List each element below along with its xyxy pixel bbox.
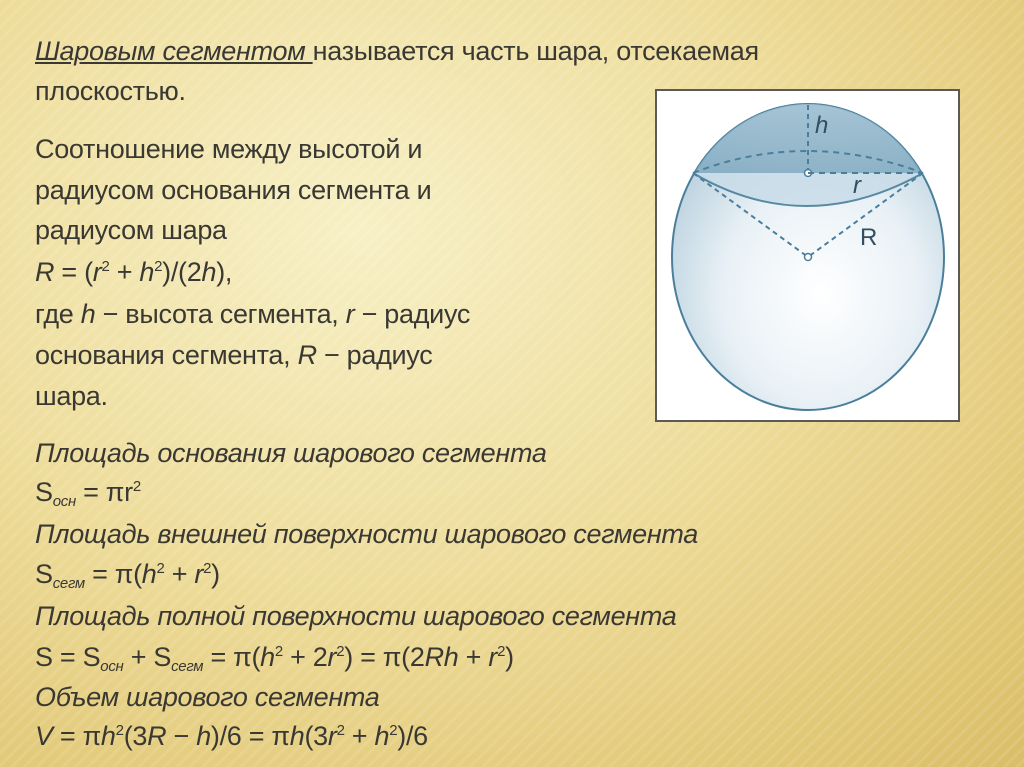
relation-formula: $R = (r^2 + h^2)/(2h)$, <box>35 257 233 287</box>
base-area-formula: $S_{осн} = \pi r^2$ <box>35 477 141 510</box>
definition-line-1 <box>35 35 759 68</box>
relation-where-3: шара. <box>35 381 108 411</box>
relation-line-1: Соотношение между высотой и <box>35 134 423 164</box>
label-h: h <box>815 112 829 139</box>
relation-line-3: радиусом шара <box>35 215 227 245</box>
relation-where-1: где h − высота сегмента, r − радиус <box>35 299 471 329</box>
relation-line-2: радиусом основания сегмента и <box>35 175 432 205</box>
definition-term: Шаровым сегментом <box>35 36 313 66</box>
spherical-segment-figure <box>655 89 960 422</box>
full-area-title: Площадь полной поверхности шарового сегмента <box>35 601 677 631</box>
outer-area-formula: $S_{сегм} = \pi(h^2 + r^2)$ <box>35 559 220 592</box>
label-r: r <box>853 172 861 199</box>
sphere-center-point <box>805 254 812 261</box>
definition-line-2: плоскостью. <box>35 76 186 106</box>
outer-area-title: Площадь внешней поверхности шарового сегмента <box>35 519 699 549</box>
full-area-formula: $S = S_{осн} + S_{сегм} = \pi(h^2 + 2r^2) = \pi(2Rh + r^2)$ <box>35 642 514 675</box>
volume-formula: $V = \pi h^2(3R - h)/6 = \pi h(3r^2 + h^2)/6$ <box>35 721 428 751</box>
relation-where-2: основания сегмента, R − радиус <box>35 340 433 370</box>
definition-text: называется часть шара, отсекаемая <box>312 36 759 66</box>
volume-title: Объем шарового сегмента <box>35 682 380 712</box>
base-area-title: Площадь основания шарового сегмента <box>35 438 547 468</box>
label-R: R <box>860 224 878 251</box>
